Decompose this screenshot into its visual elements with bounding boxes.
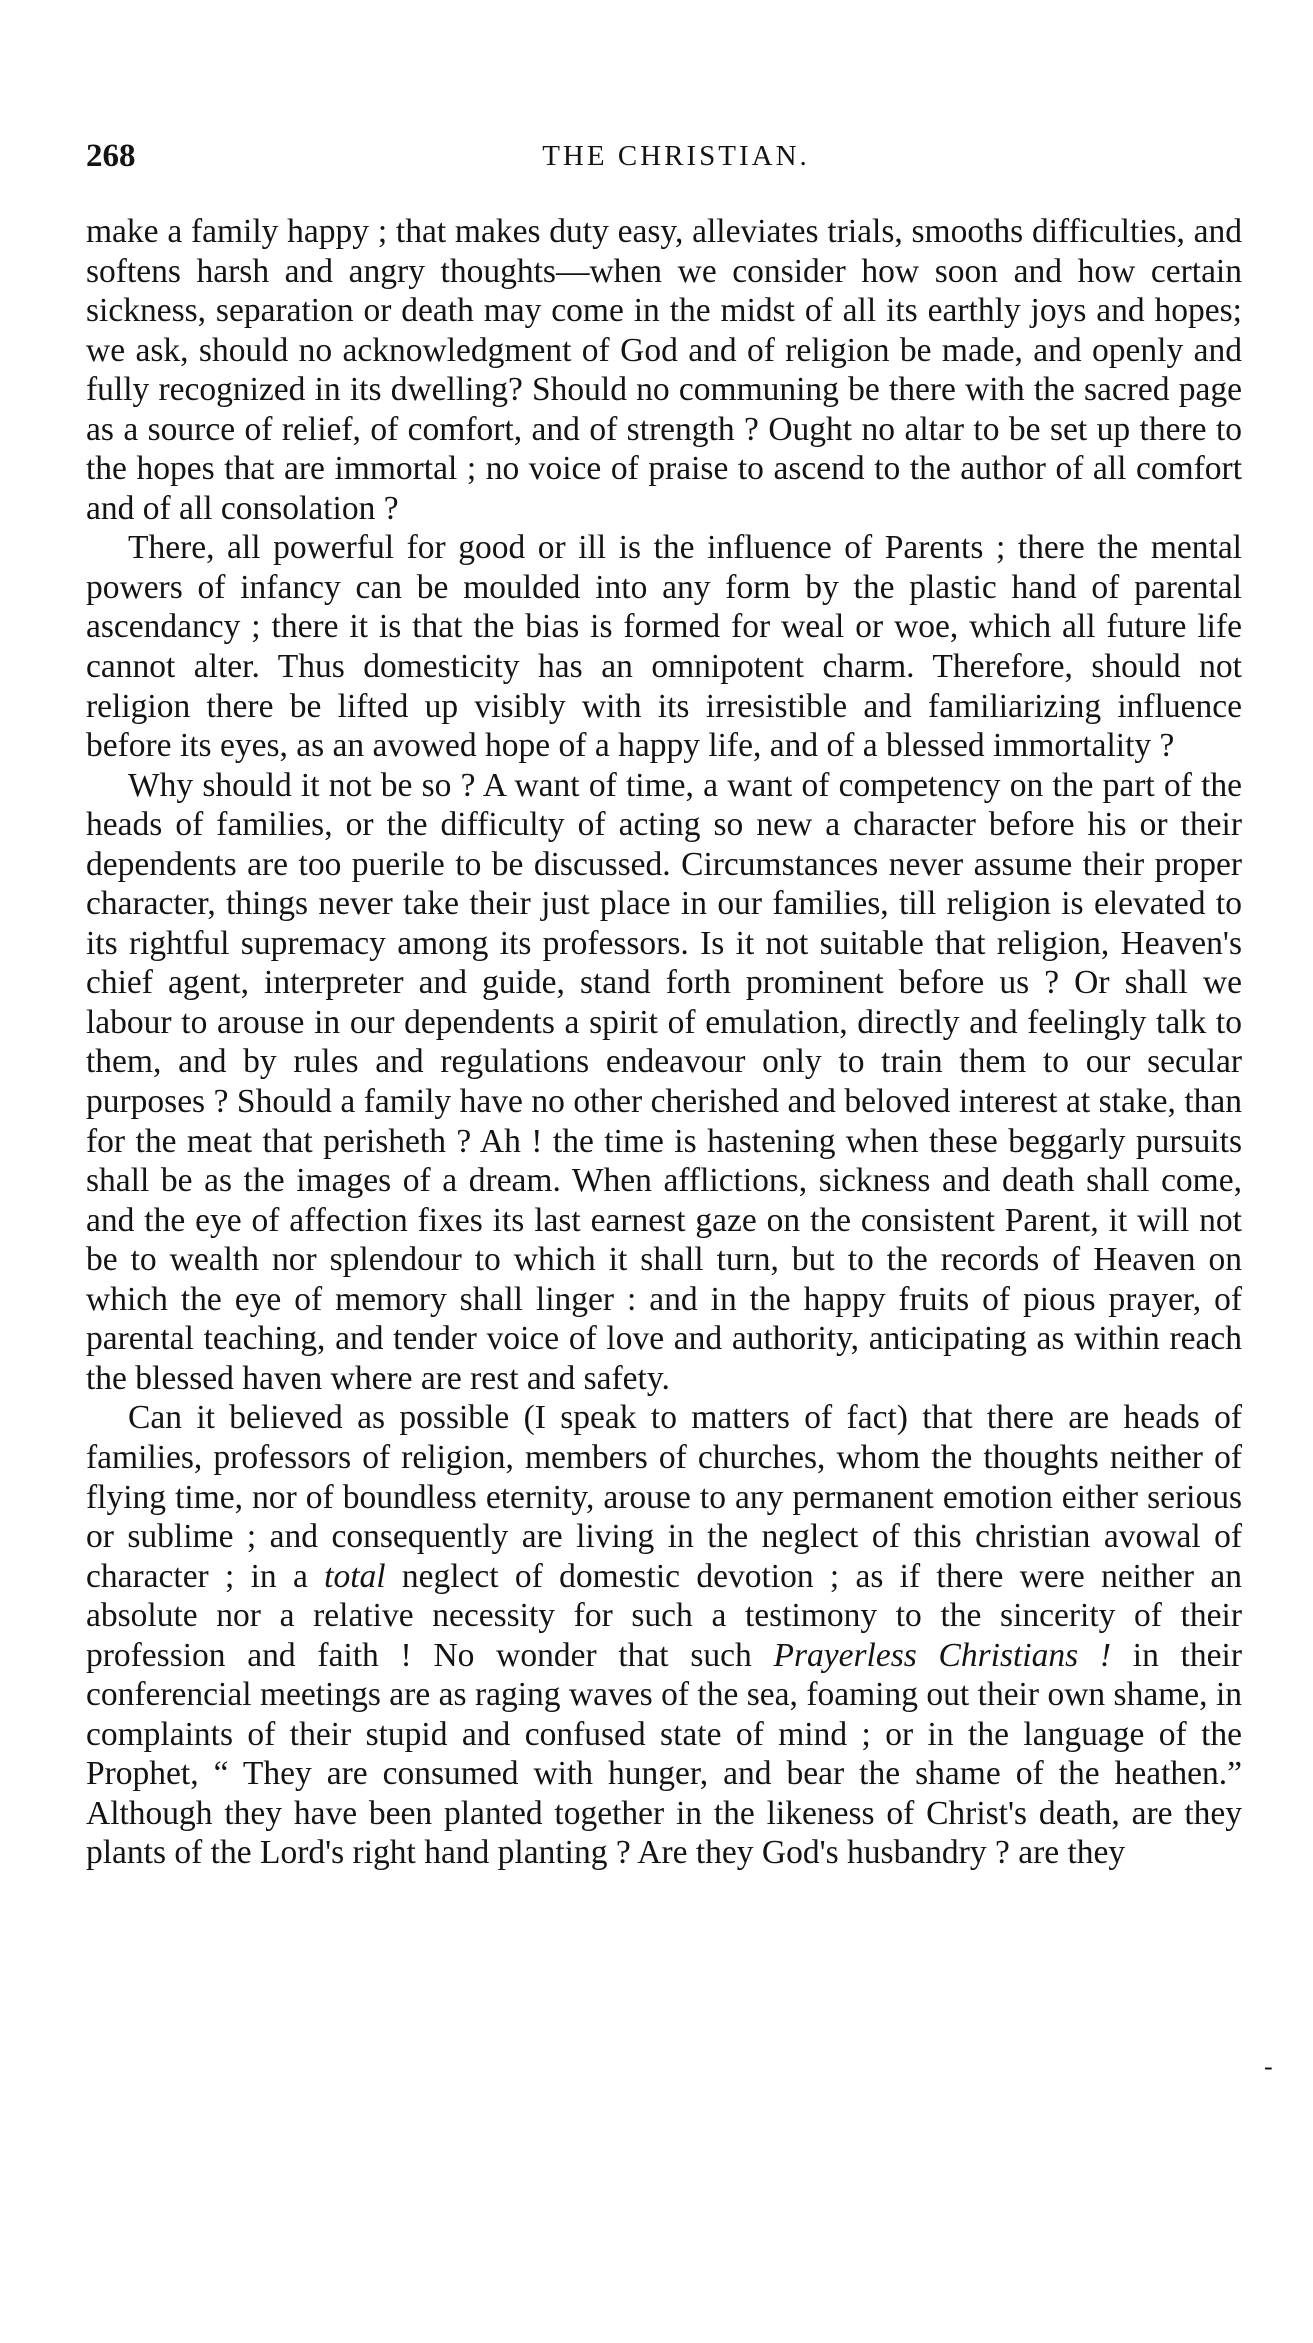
paragraph-text: Why should it not be so ? A want of time, a want of competency on the part of the heads of families, or the difficulty of acting so new a character before his or their dependents are too puerile to be discussed. Circumstances never assume their proper character, things never take their just place in our families, till religion is elevated to its rightful supremacy among its professors. Is it not suitable that religion, Heaven's chief agent, interpreter and guide, stand forth prominent before us ? Or shall we labour to arouse in our dependents a spirit of emulation, directly and feelingly talk to them, and by rules and regulations endeavour only to train them to our secular purposes ? Should a family have no other cherished and beloved interest at stake, than for the meat that perisheth ? Ah ! the time is hastening when these beggarly pursuits shall be as the images of a dream. When afflictions, sickness and death shall come, and the eye of affection fixes its last earnest gaze on the consistent Parent, it will not be to wealth nor splendour to which it shall turn, but to the records of Heaven on which the eye of memory shall linger : and in the happy fruits of pious prayer, of parental teaching, and tender voice of love and authority, anticipating as within reach the blessed haven where are rest and safety. [86, 766, 1242, 1397]
page-number: 268 [86, 138, 136, 174]
paragraph [86, 528, 1242, 765]
italic-text: total [324, 1557, 386, 1595]
italic-text: Prayerless Christians ! [773, 1636, 1112, 1674]
paragraph-text: in their conferencial meetings are as raging waves of the sea, foaming out their own shame, in complaints of their stupid and confused state of mind ; or in the language of the Prophet, “ They are consumed with hunger, and bear the shame of the heathen.” Although they have been planted together in the likeness of Christ's death, are they plants of the Lord's right hand planting ? Are they God's husbandry ? are they [86, 1636, 1243, 1872]
paragraph [86, 766, 1242, 1399]
body-text [86, 212, 1242, 1873]
paragraph [86, 1398, 1242, 1873]
paragraph-text: Can it believed as possible (I speak to matters of fact) that there are heads of families, professors of religion, members of churches, whom the thoughts neither of flying time, nor of boundless eternity, arouse to any permanent emotion either serious or sublime ; and consequently are living in the neglect of this christian avowal of character ; in a [86, 1399, 1242, 1595]
page-header [86, 138, 1236, 178]
paragraph [86, 212, 1242, 528]
running-title: THE CHRISTIAN. [542, 140, 810, 172]
paragraph-text: neglect of domestic devotion ; as if there were neither an absolute nor a relative necessity for such a testimony to the sincerity of their profession and faith ! No wonder that such [86, 1557, 1242, 1674]
margin-mark: - [1264, 2052, 1273, 2081]
paragraph-text: make a family happy ; that makes duty easy, alleviates trials, smooths difficulties, and softens harsh and angry thoughts—when we consider how soon and how certain sickness, separation or death may come in the midst of all its earthly joys and hopes; we ask, should no acknowledgment of God and of religion be made, and openly and fully recognized in its dwelling? Should no communing be there with the sacred page as a source of relief, of comfort, and of strength ? Ought no altar to be set up there to the hopes that are immortal ; no voice of praise to ascend to the author of all comfort and of all consolation ? [86, 213, 1242, 527]
paragraph-text: There, all powerful for good or ill is the influence of Parents ; there the mental powers of infancy can be moulded into any form by the plastic hand of parental ascendancy ; there it is that the bias is formed for weal or woe, which all future life cannot alter. Thus domesticity has an omnipotent charm. Therefore, should not religion there be lifted up visibly with its irresistible and familiarizing influence before its eyes, as an avowed hope of a happy life, and of a blessed immortality ? [86, 529, 1242, 765]
